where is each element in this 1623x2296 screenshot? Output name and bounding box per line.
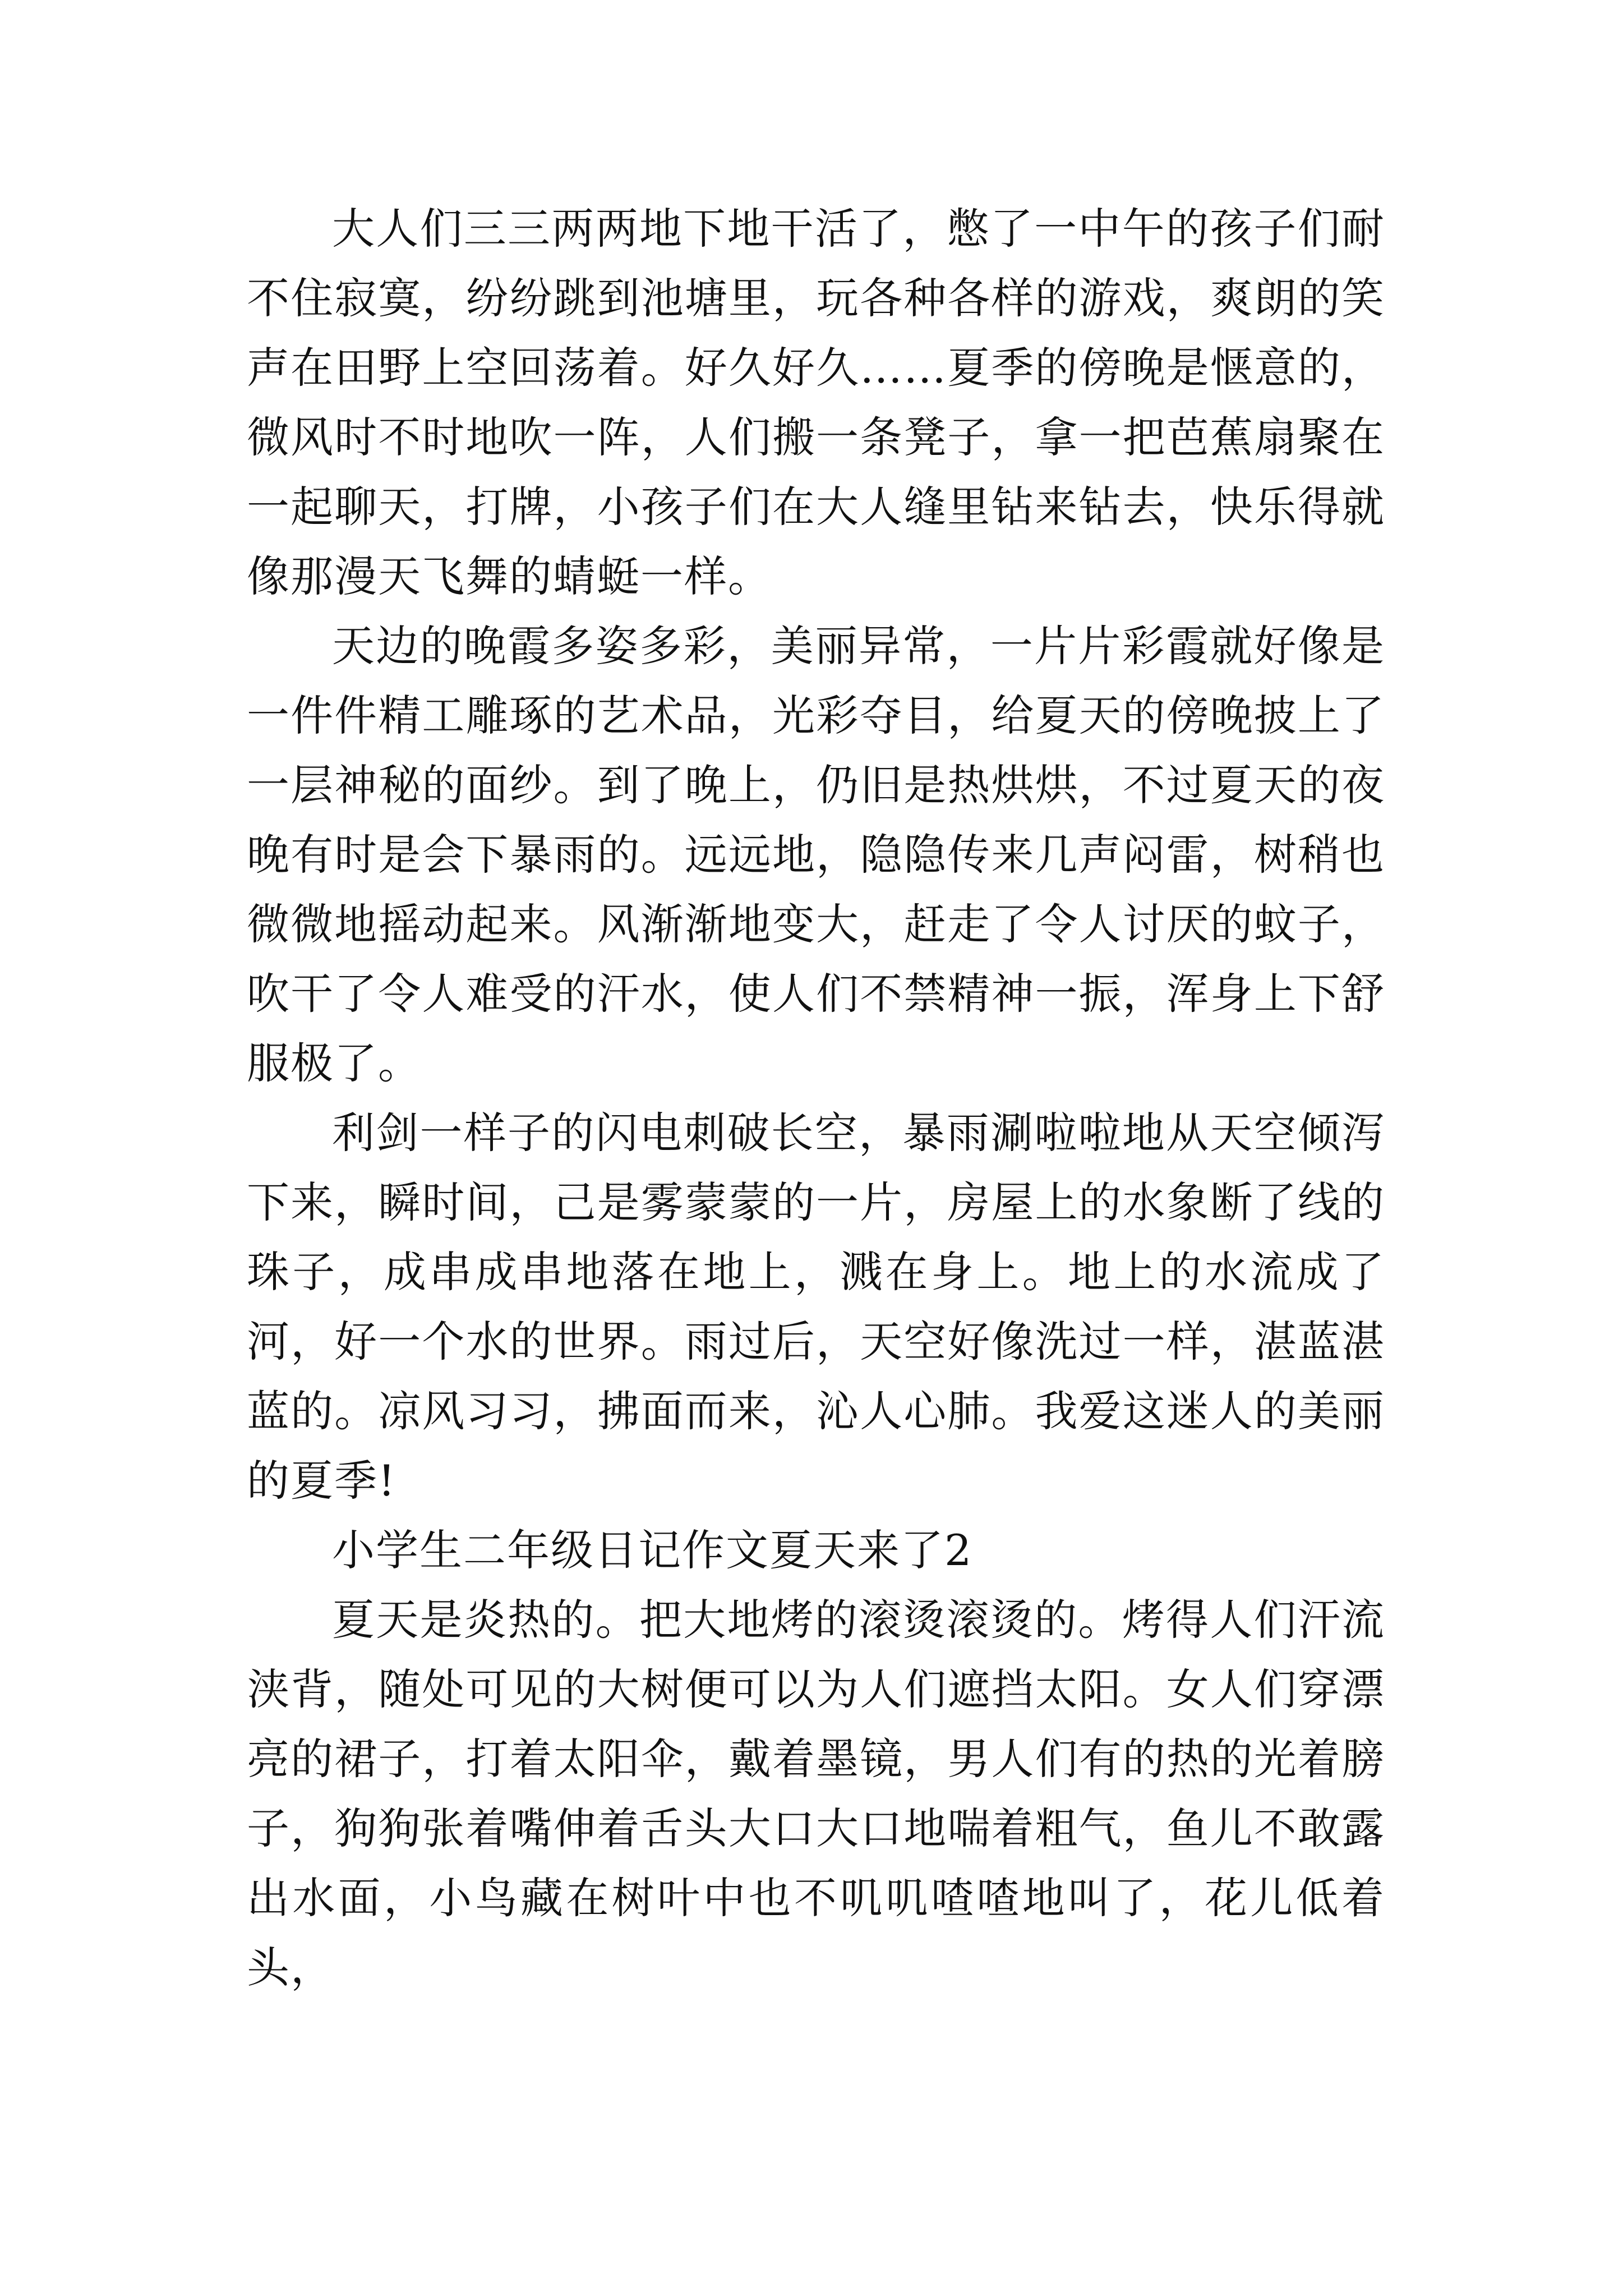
paragraph: 天边的晚霞多姿多彩，美丽异常，一片片彩霞就好像是一件件精工雕琢的艺术品，光彩夺目，给夏天的傍晚披上了一层神秘的面纱。到了晚上，仍旧是热烘烘，不过夏天的夜晚有时是会下暴雨的。远远地，隐隐传来几声闷雷，树稍也微微地摇动起来。风渐渐地变大，赶走了令人讨厌的蚊子，吹干了令人难受的汗水，使人们不禁精神一振，浑身上下舒服极了。 [247,621,1385,1088]
section-heading: 小学生二年级日记作文夏天来了2 [332,1525,973,1575]
paragraph: 利剑一样子的闪电刺破长空，暴雨涮啦啦地从天空倾泻下来，瞬时间，己是雾蒙蒙的一片，房屋上的水象断了线的珠子，成串成串地落在地上，溅在身上。地上的水流成了河，好一个水的世界。雨过后，天空好像洗过一样，湛蓝湛蓝的。凉风习习，拂面而来，沁人心肺。我爱这迷人的美丽的夏季! [247,1108,1385,1506]
paragraph: 夏天是炎热的。把大地烤的滚烫滚烫的。烤得人们汗流浃背，随处可见的大树便可以为人们遮挡太阳。女人们穿漂亮的裙子，打着太阳伞，戴着墨镜，男人们有的热的光着膀子，狗狗张着嘴伸着舌头大口大口地喘着粗气，鱼儿不敢露出水面，小鸟藏在树叶中也不叽叽喳喳地叫了，花儿低着头， [247,1595,1385,1993]
paragraph: 大人们三三两两地下地干活了，憋了一中午的孩子们耐不住寂寞，纷纷跳到池塘里，玩各种各样的游戏，爽朗的笑声在田野上空回荡着。好久好久……夏季的傍晚是惬意的，微风时不时地吹一阵，人们搬一条凳子，拿一把芭蕉扇聚在一起聊天，打牌，小孩子们在大人缝里钻来钻去，快乐得就像那漫天飞舞的蜻蜓一样。 [247,204,1385,601]
document-body [247,194,1385,2003]
